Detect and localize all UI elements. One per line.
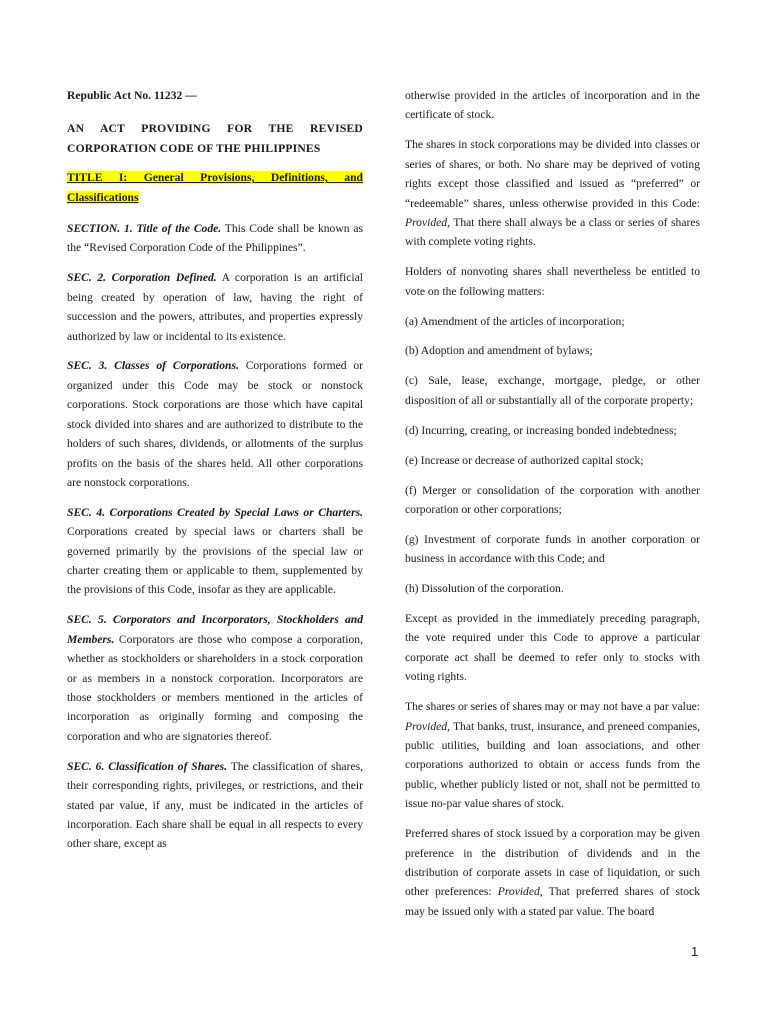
paragraph-text: That banks, trust, insurance, and preneed companies, public utilities, building and loan associations, and other corporations authorized to obtain or access funds from the public, whether publicly listed or not, shall not be permitted to issue no-par value shares of stock. bbox=[405, 719, 700, 811]
section-5 bbox=[67, 610, 363, 746]
paragraph-voting-requirement: Except as provided in the immediately preceding paragraph, the vote required under this Code to approve a particular corporate act shall be deemed to refer only to stocks with voting rights. bbox=[405, 612, 700, 684]
section-2-heading: SEC. 2. Corporation Defined. bbox=[67, 271, 217, 285]
paragraph-par-value bbox=[405, 697, 700, 813]
section-3 bbox=[67, 356, 363, 492]
right-column bbox=[405, 86, 700, 932]
section-6 bbox=[67, 757, 363, 854]
paragraph-preferred-shares bbox=[405, 824, 700, 921]
section-5-body: Corporators are those who compose a corporation, whether as stockholders or shareholders in a stock corporation or as members in a nonstock corporation. Incorporators are those stockholders or members mentioned in the articles of incorporation as originally forming and composing the corporation and who are signatories thereof. bbox=[67, 632, 363, 743]
paragraph-text: That preferred shares of stock may be issued only with a stated par value. The board bbox=[405, 885, 700, 918]
section-6-heading: SEC. 6. Classification of Shares. bbox=[67, 759, 228, 773]
section-4-heading: SEC. 4. Corporations Created by Special Laws or Charters. bbox=[67, 505, 363, 519]
section-1-heading: SECTION. 1. Title of the Code. bbox=[67, 222, 222, 236]
provided-italic: Provided, bbox=[405, 215, 450, 229]
list-item-b: (b) Adoption and amendment of bylaws; bbox=[405, 344, 593, 358]
section-1-body: This Code shall be known as the “Revised Corporation Code of the Philippines”. bbox=[67, 222, 363, 255]
paragraph-continuation: otherwise provided in the articles of incorporation and in the certificate of stock. bbox=[405, 89, 700, 122]
list-item-d: (d) Incurring, creating, or increasing bonded indebtedness; bbox=[405, 423, 677, 437]
page-number: 1 bbox=[691, 944, 699, 959]
paragraph-text: That there shall always be a class or series of shares with complete voting rights. bbox=[405, 215, 700, 249]
act-title: AN ACT PROVIDING FOR THE REVISED CORPORATION CODE OF THE PHILIPPINES bbox=[67, 122, 363, 155]
section-2-body: A corporation is an artificial being created by operation of law, having the right of succession and the powers, attributes, and properties expressly authorized by law or incidental to its existence. bbox=[67, 271, 363, 343]
section-4-body: Corporations created by special laws or charters shall be governed primarily by the provisions of the special law or charter creating them or applicable to them, supplemented by the provisions of this Code, insofar as they are applicable. bbox=[67, 525, 363, 597]
act-number: Republic Act No. 11232 — bbox=[67, 89, 197, 102]
list-item-e: (e) Increase or decrease of authorized capital stock; bbox=[405, 453, 644, 467]
section-1 bbox=[67, 219, 363, 258]
paragraph-text: The shares in stock corporations may be divided into classes or series of shares, or both. No share may be deprived of voting rights except those classified and issued as “preferred” or “redeemable” shares, unless otherwise provided in this Code: bbox=[405, 138, 700, 210]
provided-italic: Provided, bbox=[497, 885, 543, 899]
section-3-body: Corporations formed or organized under this Code may be stock or nonstock corporations. Stock corporations are those which have capital stock divided into shares and are authorized to distribute to the holders of such shares, dividends, or allotments of the surplus profits on the basis of the shares held. All other corporations are nonstock corporations. bbox=[67, 359, 364, 489]
section-2 bbox=[67, 268, 363, 346]
list-item-a: (a) Amendment of the articles of incorporation; bbox=[405, 314, 625, 328]
list-item-f: (f) Merger or consolidation of the corporation with another corporation or other corporations; bbox=[405, 483, 700, 516]
section-5-heading: SEC. 5. Corporators and Incorporators, Stockholders and Members. bbox=[67, 613, 363, 646]
list-item-c: (c) Sale, lease, exchange, mortgage, pledge, or other disposition of all or substantially all of the corporate property; bbox=[405, 374, 700, 407]
left-column bbox=[67, 86, 363, 864]
list-item-h: (h) Dissolution of the corporation. bbox=[405, 582, 564, 596]
paragraph-text: The shares or series of shares may or may not have a par value: bbox=[405, 700, 700, 714]
paragraph-share-classes bbox=[405, 135, 700, 251]
title-heading bbox=[67, 168, 363, 207]
list-item-g: (g) Investment of corporate funds in another corporation or business in accordance with this Code; and bbox=[405, 532, 700, 566]
provided-italic: Provided, bbox=[405, 719, 450, 733]
section-3-heading: SEC. 3. Classes of Corporations. bbox=[67, 359, 239, 373]
title-heading-text: TITLE I: General Provisions, Definitions, and Classifications bbox=[67, 171, 363, 204]
paragraph-nonvoting: Holders of nonvoting shares shall nevertheless be entitled to vote on the following matters: bbox=[405, 265, 700, 298]
paragraph-text: Preferred shares of stock issued by a corporation may be given preference in the distribution of dividends and in the distribution of corporate assets in case of liquidation, or such other preferences: bbox=[405, 827, 700, 899]
section-6-body: The classification of shares, their corresponding rights, privileges, or restrictions, and their stated par value, if any, must be indicated in the articles of incorporation. Each share shall be equal in all respects to every other share, except as bbox=[67, 759, 363, 851]
section-4 bbox=[67, 503, 363, 600]
